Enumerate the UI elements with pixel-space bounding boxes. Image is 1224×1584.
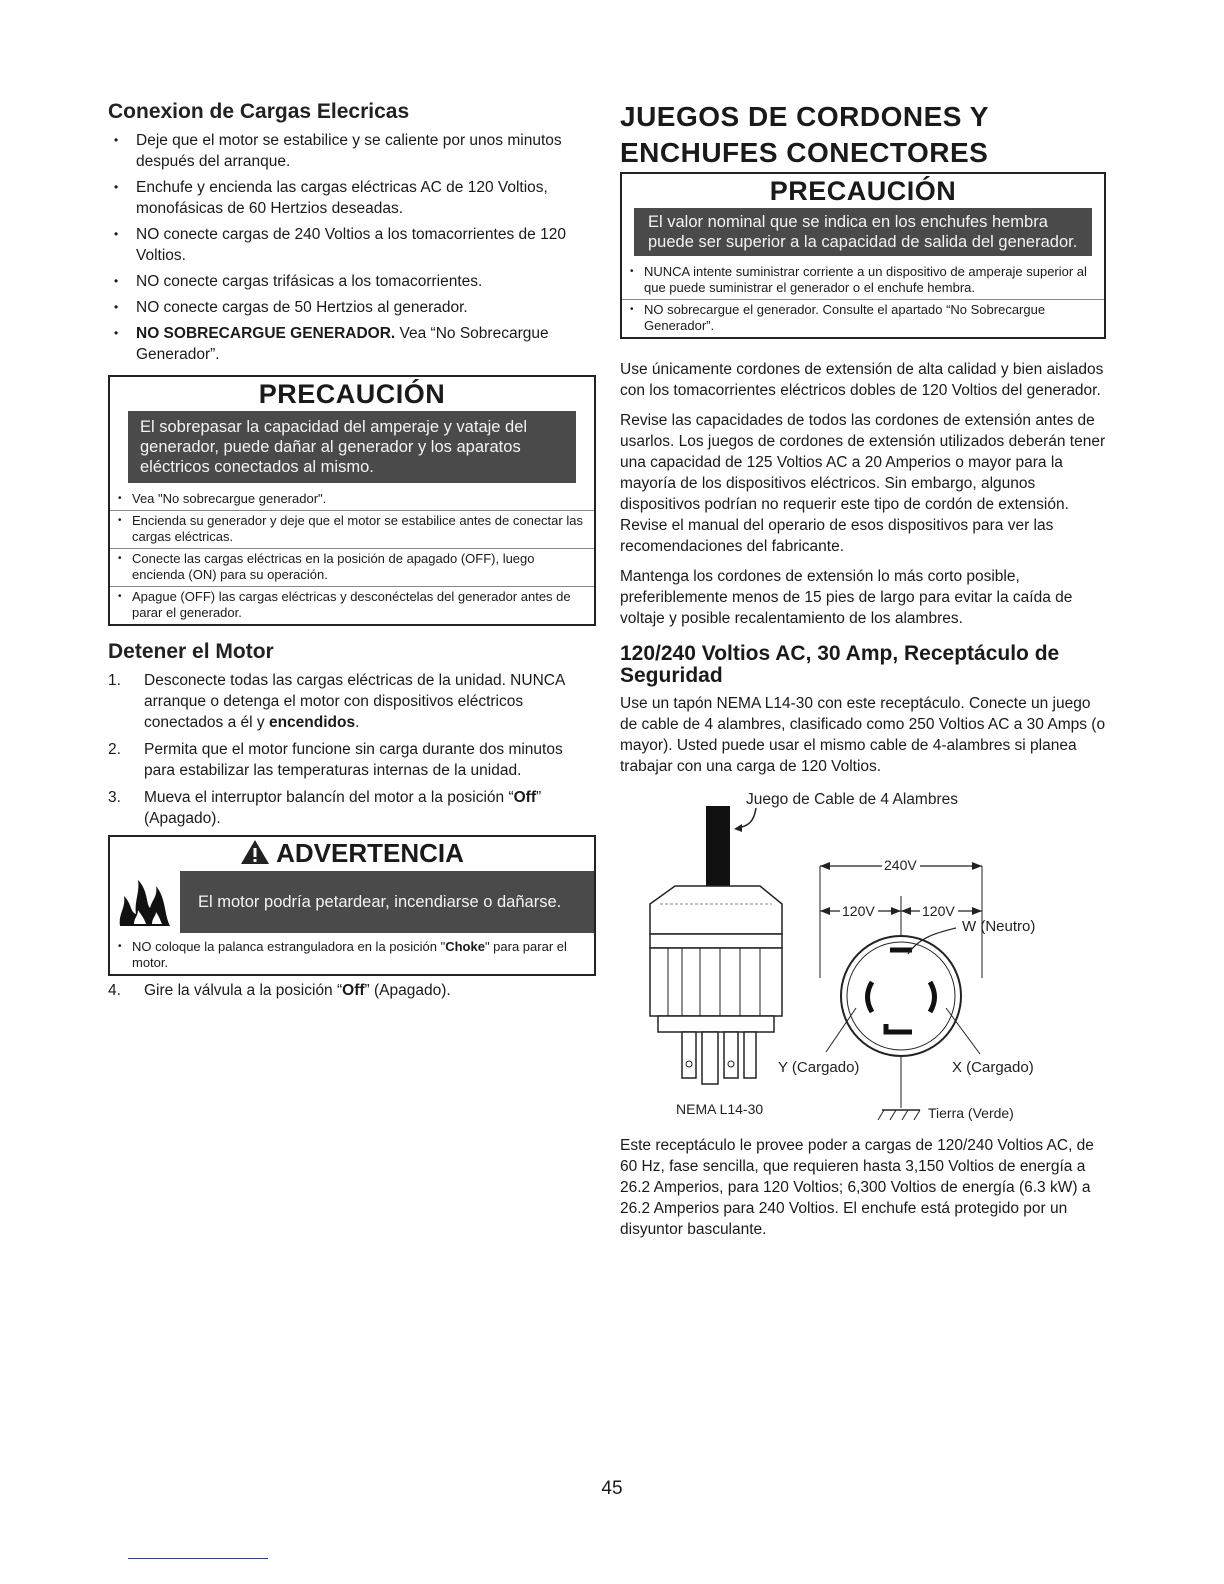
x-label: X (Cargado) [952, 1059, 1034, 1076]
nema-l14-30-diagram [620, 786, 1106, 1131]
voltage-120-left-label: 120V [842, 903, 875, 919]
ground-label: Tierra (Verde) [928, 1105, 1014, 1121]
bold-text: Off [513, 789, 536, 806]
list-item: • Apague (OFF) las cargas eléctricas y desconéctelas del generador antes de parar el generador. [110, 586, 594, 624]
page-title-line2: ENCHUFES CONECTORES [620, 137, 989, 168]
receptacle-title: 120/240 Voltios AC, 30 Amp, Receptáculo de Seguridad [620, 642, 1060, 687]
precaucion-box-left [108, 375, 596, 626]
bold-text: encendidos [268, 714, 356, 731]
precaucion-banner: El valor nominal que se indica en los enchufes hembra puede ser superior a la capacidad de salida del generador. [634, 208, 1092, 256]
receptacle-face [841, 936, 961, 1056]
left-column [108, 100, 596, 1007]
paragraph: Use únicamente cordones de extensión de alta calidad y bien aislados con los tomacorrientes eléctricos dobles de 120 Voltios del generador. [620, 361, 1104, 399]
step-number: 1. [108, 672, 121, 689]
section-title-detener: Detener el Motor [108, 640, 274, 663]
precaucion-box-right [620, 172, 1106, 339]
cable-label: Juego de Cable de 4 Alambres [746, 791, 958, 808]
step-number: 3. [108, 789, 121, 806]
precaucion-banner: El sobrepasar la capacidad del amperaje y vataje del generador, puede dañar al generador y los aparatos eléctricos conectados al mismo. [128, 411, 576, 483]
closing-paragraph: Este receptáculo le provee poder a cargas de 120/240 Voltios AC, de 60 Hz, fase sencilla, que requieren hasta 3,150 Voltios de energía a 26.2 Amperios, para 120 Voltios; 6,300 Voltios de energía (6.3 kW) a 26.2 Amperios para 240 Voltios. El enchufe está protegido por un disyuntor basculante. [620, 1137, 1094, 1238]
bold-text: Choke [445, 939, 485, 954]
precaucion-title: PRECAUCIÓN [258, 379, 446, 409]
advertencia-header [110, 837, 594, 869]
precaucion-list [622, 262, 1104, 337]
list-item [110, 937, 594, 974]
fire-icon [110, 871, 180, 933]
neutral-label: W (Neutro) [962, 918, 1036, 935]
step-text: ” (Apagado). [144, 789, 542, 827]
list-item: • Deje que el motor se estabilice y se caliente por unos minutos después del arranque. [108, 130, 596, 172]
plug-label: NEMA L14-30 [676, 1101, 764, 1117]
list-item: • NO conecte cargas de 240 Voltios a los tomacorrientes de 120 Voltios. [108, 224, 596, 266]
bold-text: NO SOBRECARGUE GENERADOR. [136, 325, 396, 342]
cord-paragraphs [620, 359, 1106, 629]
paragraph: Mantenga los cordones de extensión lo más corto posible, preferiblemente menos de 15 pies de largo para evitar la caída de voltaje y posible recalentamiento de los alambres. [620, 568, 1073, 627]
step-number: 4. [108, 982, 121, 999]
list-item: • NO conecte cargas de 50 Hertzios al generador. [108, 297, 596, 318]
page-number: 45 [601, 1478, 623, 1499]
page-title-line1: JUEGOS DE CORDONES Y [620, 101, 989, 132]
step-text: Permita que el motor funcione sin carga durante dos minutos para estabilizar las temperaturas internas de la unidad. [144, 741, 563, 779]
step-text: ” (Apagado). [364, 982, 451, 999]
list-item-text: NO coloque la palanca estranguladora en la posición " [132, 939, 446, 954]
list-item: • Vea "No sobrecargue generador". [110, 489, 594, 510]
list-item: • NO conecte cargas trifásicas a los tomacorrientes. [108, 271, 596, 292]
list-item-text: " para parar el motor. [132, 939, 567, 970]
right-column [620, 100, 1106, 1249]
voltage-120-right-label: 120V [922, 903, 955, 919]
step-item [108, 787, 596, 829]
receptacle-text: Use un tapón NEMA L14-30 con este receptáculo. Conecte un juego de cable de 4 alambres, clasificado como 250 Voltios AC a 30 Amps (o mayor). Usted puede usar el mismo cable de 4-alambres si planea trabajar con una carga de 120 Voltios. [620, 695, 1106, 775]
list-item-text: Vea “No Sobrecargue Generador”. [136, 325, 549, 363]
step-number: 2. [108, 741, 121, 758]
step-text: Gire la válvula a la posición “ [144, 982, 343, 999]
footer-divider [128, 1558, 268, 1559]
precaucion-title: PRECAUCIÓN [769, 176, 957, 206]
y-label: Y (Cargado) [778, 1059, 860, 1076]
advertencia-banner [110, 871, 594, 933]
step-text: . [355, 714, 360, 731]
detener-steps [108, 670, 596, 829]
voltage-240-label: 240V [884, 857, 917, 873]
step-item [108, 980, 596, 1001]
advertencia-title: ADVERTENCIA [276, 838, 464, 868]
detener-steps-continued [108, 980, 596, 1001]
warning-triangle-icon [240, 839, 270, 865]
precaucion-list [110, 489, 594, 624]
step-item [108, 739, 596, 781]
bold-text: Off [342, 982, 365, 999]
list-item [108, 323, 596, 365]
list-item: • Enchufe y encienda las cargas eléctricas AC de 120 Voltios, monofásicas de 60 Hertzios deseadas. [108, 177, 596, 219]
step-text: Mueva el interruptor balancín del motor a la posición “ [144, 789, 514, 806]
cable [706, 806, 730, 888]
conexion-list [108, 130, 596, 365]
step-text: Desconecte todas las cargas eléctricas de la unidad. NUNCA arranque o detenga el motor con dispositivos eléctricos conectados a él y [144, 672, 565, 731]
step-item [108, 670, 596, 733]
list-item: • NO sobrecargue el generador. Consulte el apartado “No Sobrecargue Generador”. [622, 299, 1104, 337]
advertencia-banner-text: El motor podría petardear, incendiarse o dañarse. [198, 892, 562, 911]
list-item: • Conecte las cargas eléctricas en la posición de apagado (OFF), luego encienda (ON) para su operación. [110, 548, 594, 586]
plug-body [650, 886, 782, 934]
paragraph: Revise las capacidades de todos las cordones de extensión antes de usarlos. Los juegos de cordones de extensión utilizados deberán tener una capacidad de 125 Voltios AC a 20 Amperios o mayor para la mayoría de los dispositivos eléctricos. Sin embargo, algunos dispositivos podrían no requerir este tipo de cordón de extensión. Revise el manual del operario de esos dispositivos para ver las recomendaciones del fabricante. [620, 412, 1106, 555]
advertencia-box [108, 835, 596, 976]
advertencia-list [110, 937, 594, 974]
list-item: • NUNCA intente suministrar corriente a un dispositivo de amperaje superior al que puede suministrar el generador o el enchufe hembra. [622, 262, 1104, 299]
list-item: • Encienda su generador y deje que el motor se estabilice antes de conectar las cargas eléctricas. [110, 510, 594, 548]
section-title-conexion: Conexion de Cargas Elecricas [108, 100, 410, 123]
